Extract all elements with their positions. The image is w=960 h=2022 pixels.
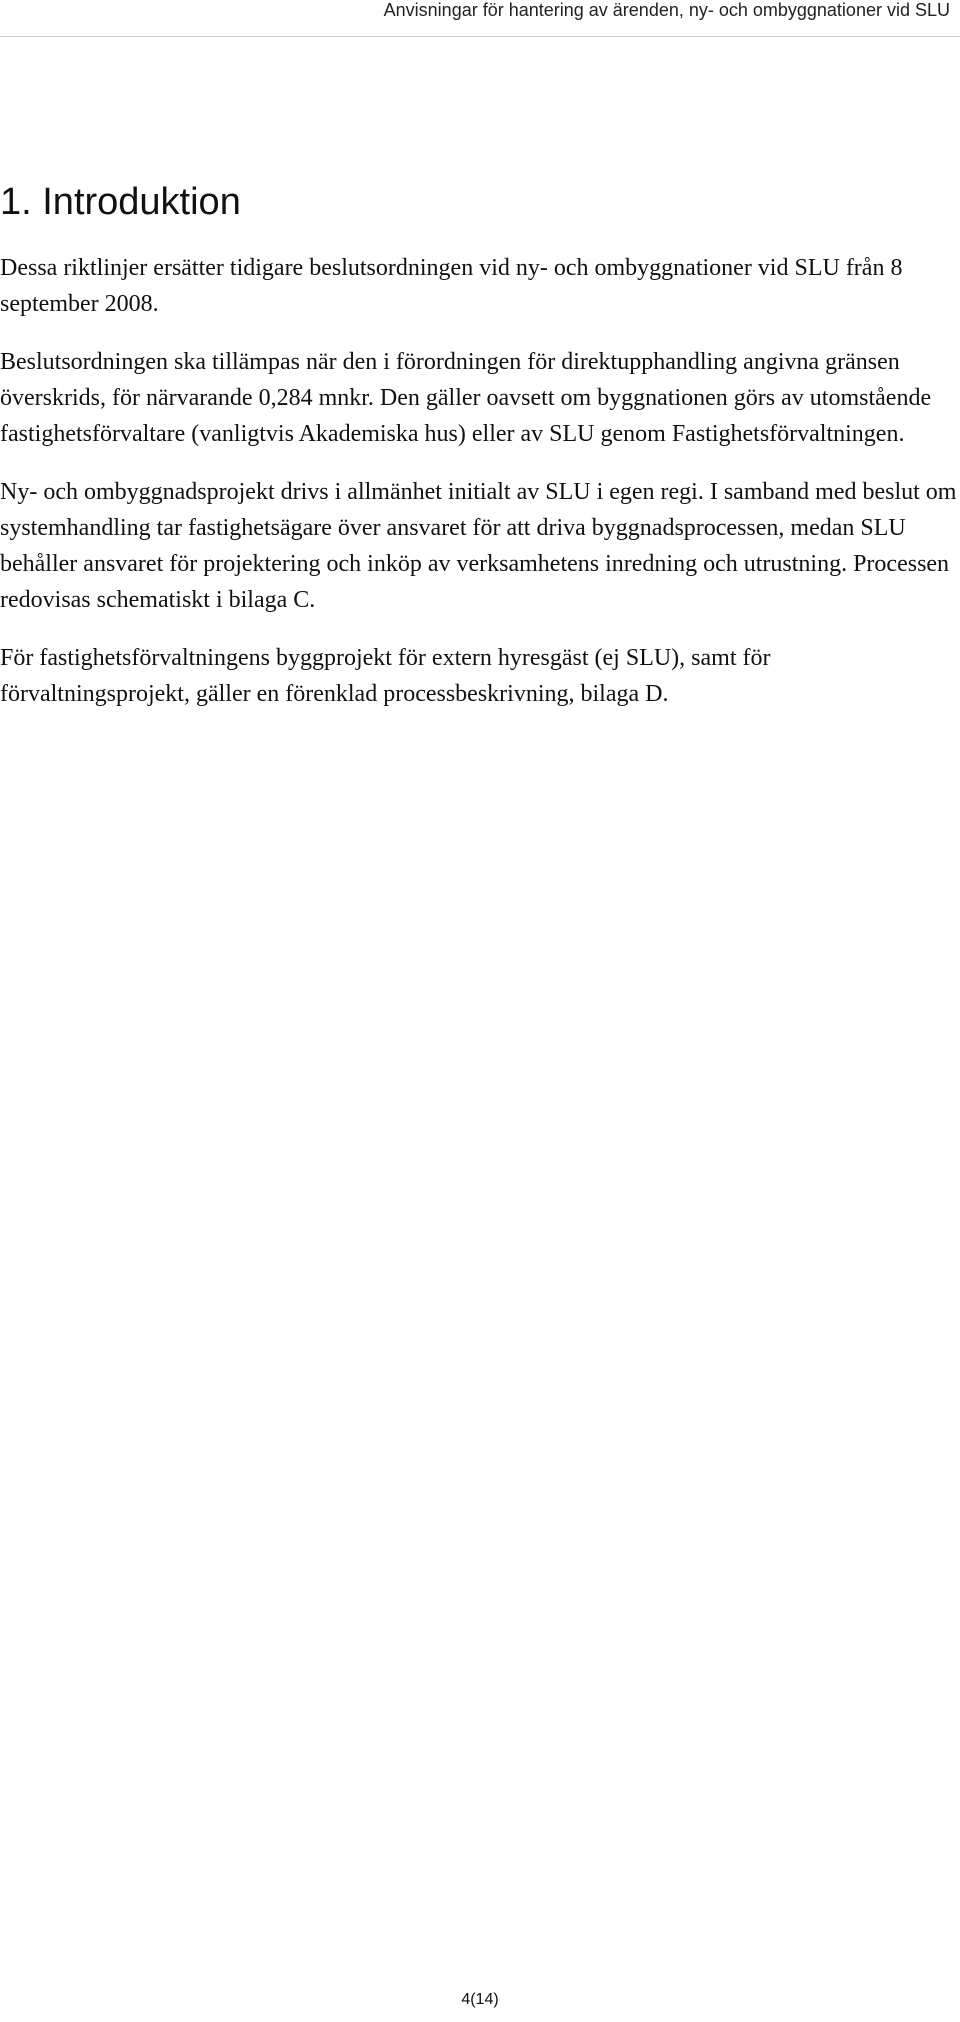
paragraph-decision-order: Beslutsordningen ska tillämpas när den i förordningen för direktupphandling angivna gränsen överskrids, för närvarande 0,284 mnkr. Den gäller oavsett om byggnationen görs av utomstående fastighetsförvaltare (vanligtvis Akademiska hus) eller av SLU genom Fastighetsförvaltningen. (0, 349, 932, 447)
page-number: 4(14) (461, 1991, 499, 2008)
paragraph-projects: Ny- och ombyggnadsprojekt drivs i allmänhet initialt av SLU i egen regi. I samband med beslut om systemhandling tar fastighetsägare över ansvaret för att driva byggnadsprocessen, medan SLU behåller ansvaret för projektering och inköp av verksamhetens inredning och utrustning. Processen redovisas schematiskt i bilaga C. (0, 479, 957, 613)
section-title: 1. Introduktion (0, 181, 241, 223)
header-divider (0, 36, 960, 37)
running-header: Anvisningar för hantering av ärenden, ny- och ombyggnationer vid SLU (383, 0, 950, 20)
paragraph-intro: Dessa riktlinjer ersätter tidigare beslutsordningen vid ny- och ombyggnationer vid SLU från 8 september 2008. (0, 255, 903, 317)
document-body (0, 180, 958, 734)
paragraph-external-tenant: För fastighetsförvaltningens byggprojekt för extern hyresgäst (ej SLU), samt för förvaltningsprojekt, gäller en förenklad processbeskrivning, bilaga D. (0, 645, 771, 707)
